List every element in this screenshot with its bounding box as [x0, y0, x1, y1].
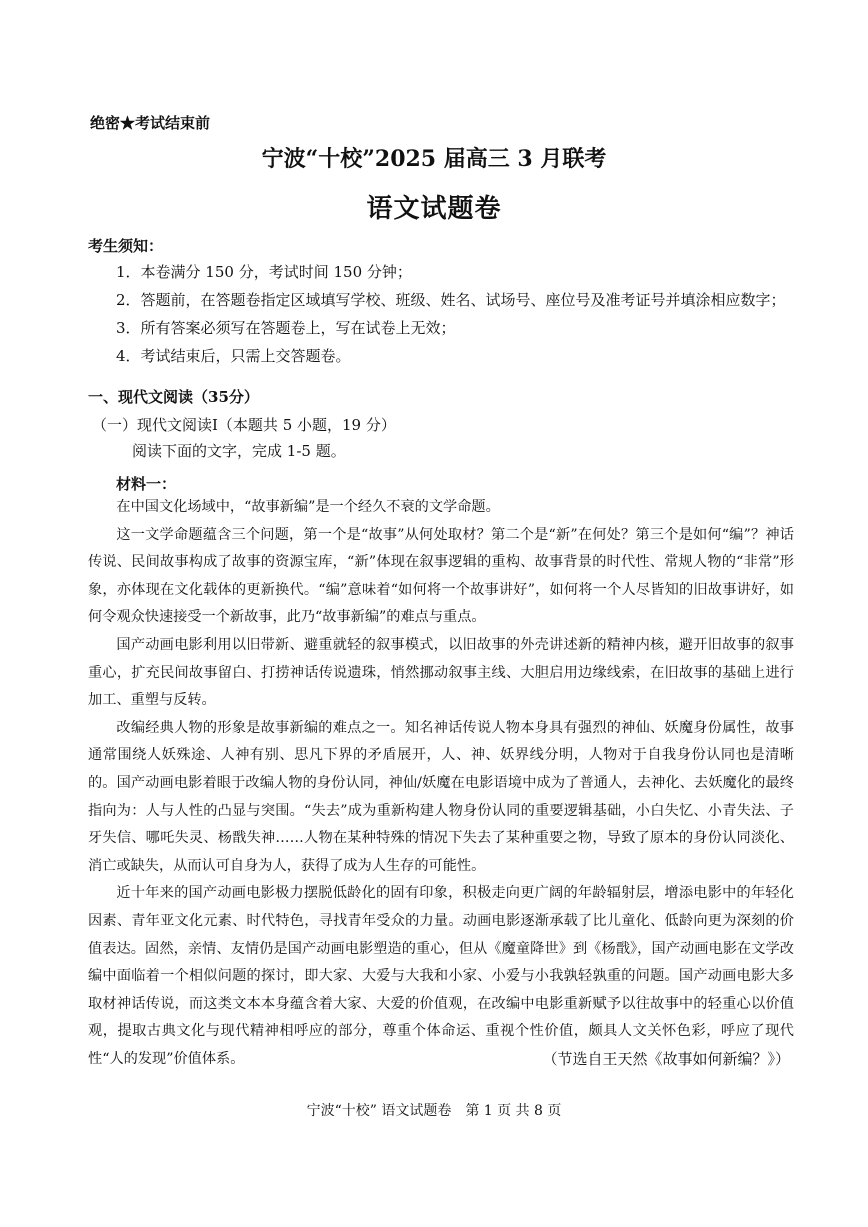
exam-title: 宁波“十校”2025 届高三 3 月联考	[261, 146, 607, 172]
notice-heading: 考生须知：	[88, 237, 164, 255]
sub-section-heading: （一）现代文阅读Ⅰ（本题共 5 小题，19 分）	[92, 416, 396, 434]
article-paragraph: 这一文学命题蕴含三个问题，第一个是“故事”从何处取材？第二个是“新”在何处？第三个是如何“编”？神话传说、民间故事构成了故事的资源宝库，“新”体现在叙事逻辑的重构、故事背景的时代性、常规人物的“非常”形象，亦体现在文化载体的更新换代。“编”意味着“如何将一个故事讲好”，如何将一个人尽皆知的旧故事讲好，如何令观众快速接受一个新故事，此乃“故事新编”的难点与重点。	[88, 526, 794, 626]
reading-instruction: 阅读下面的文字，完成 1-5 题。	[132, 442, 346, 460]
notice-item: 1．本卷满分 150 分，考试时间 150 分钟；	[116, 263, 412, 281]
notice-item: 2．答题前，在答题卷指定区域填写学校、班级、姓名、试场号、座位号及准考证号并填涂相应数字；	[116, 291, 786, 309]
article-source: （节选自王天然《故事如何新编？》）	[542, 1050, 790, 1068]
article-paragraph: 国产动画电影利用以旧带新、避重就轻的叙事模式，以旧故事的外壳讲述新的精神内核，避开旧故事的叙事重心，扩充民间故事留白、打捞神话传说遗珠，悄然挪动叙事主线、大胆启用边缘线索，在旧故事的基础上进行加工、重塑与反转。	[88, 636, 794, 709]
material-heading: 材料一：	[116, 475, 177, 493]
notice-item: 4．考试结束后，只需上交答题卷。	[116, 347, 351, 365]
page-footer: 宁波“十校” 语文试题卷 第 1 页 共 8 页	[306, 1103, 562, 1119]
section-heading: 一、现代文阅读（35分）	[88, 388, 259, 406]
article-body	[88, 494, 794, 1073]
article-paragraph: 在中国文化场域中，“故事新编”是一个经久不衰的文学命题。	[116, 499, 500, 515]
secret-mark: 绝密★考试结束前	[90, 114, 211, 132]
notice-list	[116, 258, 806, 370]
article-paragraph: 改编经典人物的形象是故事新编的难点之一。知名神话传说人物本身具有强烈的神仙、妖魔身份属性，故事通常围绕人妖殊途、人神有别、思凡下界的矛盾展开，人、神、妖界线分明，人物对于自我身份认同也是清晰的。国产动画电影着眼于改编人物的身份认同，神仙/妖魔在电影语境中成为了普通人，去神化、去妖魔化的最终指向为：人与人性的凸显与突围。“失去”成为重新构建人物身份认同的重要逻辑基础，小白失忆、小青失法、子牙失信、哪吒失灵、杨戬失神……人物在某种特殊的情况下失去了某种重要之物，导致了原本的身份认同淡化、消亡或缺失，从而认可自身为人，获得了成为人生存的可能性。	[88, 719, 794, 874]
article-paragraph: 近十年来的国产动画电影极力摆脱低龄化的固有印象，积极走向更广阔的年龄辐射层，增添电影中的年轻化因素、青年亚文化元素、时代特色，寻找青年受众的力量。动画电影逐渐承载了比儿童化、低龄向更为深刻的价值表达。固然，亲情、友情仍是国产动画电影塑造的重心，但从《魔童降世》到《杨戬》，国产动画电影在文学改编中面临着一个相似问题的探讨，即大家、大爱与大我和小家、小爱与小我孰轻孰重的问题。国产动画电影大多取材神话传说，而这类文本本身蕴含着大家、大爱的价值观，在改编中电影重新赋予以往故事中的轻重心以价值观，提取古典文化与现代精神相呼应的部分，尊重个体命运、重视个性价值，颇具人文关怀色彩，呼应了现代性“人的发现”价值体系。	[88, 885, 794, 1067]
notice-item: 3．所有答案必须写在答题卷上，写在试卷上无效；	[116, 319, 456, 337]
paper-title: 语文试题卷	[366, 194, 502, 224]
